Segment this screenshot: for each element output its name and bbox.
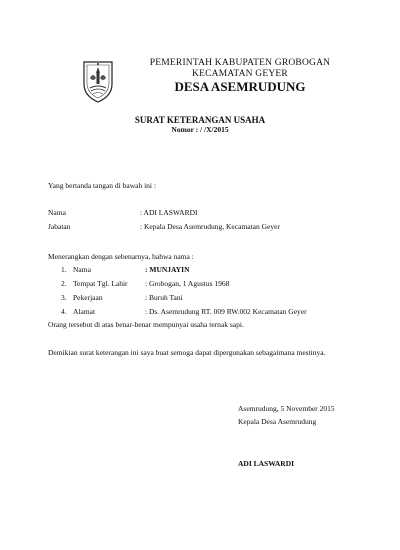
regency-emblem-icon	[80, 58, 116, 104]
subject-label-job: Pekerjaan	[73, 293, 103, 302]
closing-text: Demikian surat keterangan ini saya buat semoga dapat dipergunakan sebagaimana mestinya.	[48, 348, 326, 357]
header-village: DESA ASEMRUDUNG	[174, 79, 306, 94]
subject-value-birth: : Grobogan, 1 Agustus 1968	[145, 279, 230, 288]
explain-text: Menerangkan dengan sebenarnya, bahwa nama :	[48, 252, 194, 261]
header-government: PEMERINTAH KABUPATEN GROBOGAN	[149, 58, 331, 68]
signature-position: Kepala Desa Asemrudung	[238, 417, 317, 426]
intro-text: Yang bertanda tangan di bawah ini :	[48, 181, 156, 190]
subject-value-address: : Ds. Asemrudung RT. 009 RW.002 Kecamatan Geyer	[145, 307, 307, 316]
subject-value-name: : MUNJAYIN	[145, 265, 190, 274]
subject-value-job: : Buruh Tani	[145, 293, 183, 302]
statement-text: Orang tersebut di atas benar-benar mempunyai usaha ternak sapi.	[48, 320, 244, 329]
signature-place-date: Asemrudung, 5 November 2015	[238, 404, 335, 413]
signer-position-value: : Kepala Desa Asemrudung, Kecamatan Geyer	[140, 222, 280, 231]
subject-label-name: Nama	[73, 265, 91, 274]
signer-name-label: Nama	[48, 208, 66, 217]
subject-num: 3.	[61, 293, 67, 302]
subject-num: 2.	[61, 279, 67, 288]
letter-number: Nomor : / /X/2015	[171, 125, 229, 134]
header-district: KECAMATAN GEYER	[192, 69, 288, 79]
subject-label-address: Alamat	[73, 307, 96, 316]
letter-title: SURAT KETERANGAN USAHA	[134, 115, 266, 125]
subject-num: 4.	[61, 307, 67, 316]
subject-label-birth: Tempat Tgl. Lahir	[73, 279, 128, 288]
subject-num: 1.	[61, 265, 67, 274]
signer-name-value: : ADI LASWARDI	[140, 208, 198, 217]
signature-name: ADI LASWARDI	[238, 459, 295, 468]
signer-position-label: Jabatan	[48, 222, 71, 231]
